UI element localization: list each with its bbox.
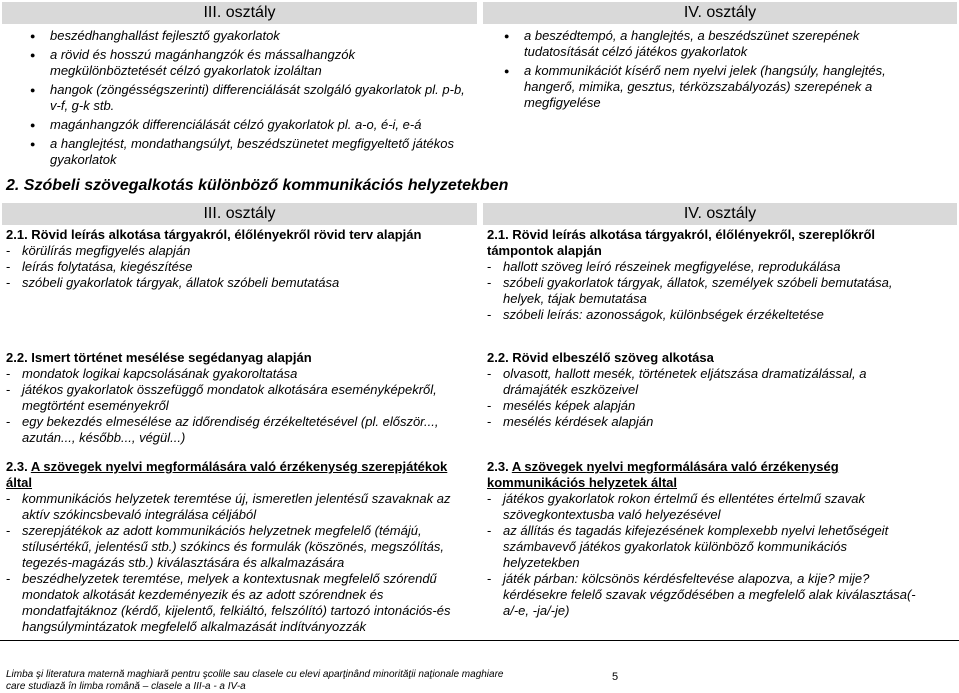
list-item: ● a rövid és hosszú magánhangzók és mássalhangzók megkülönböztetését célzó gyakorlatok izoláltan — [28, 47, 468, 79]
list-item: - mesélés képek alapján — [487, 398, 927, 414]
list-item: - játékos gyakorlatok összefüggő mondatok alkotására eseményképekről, megtörtént eseményekről — [6, 382, 471, 414]
section-2-1-grade4 — [487, 227, 927, 323]
list-item: ● beszédhanghallást fejlesztő gyakorlatok — [28, 28, 468, 44]
top-left-list — [28, 28, 468, 171]
section-2-3-grade3 — [6, 459, 471, 635]
section-number: 2.3. — [6, 459, 28, 474]
section-2-title: 2. Szóbeli szövegalkotás különböző kommunikációs helyzetekben — [6, 177, 509, 194]
grade4-header-top: IV. osztály — [483, 2, 957, 24]
grade4-header: IV. osztály — [483, 203, 957, 225]
list-item: ● hangok (zöngésségszerinti) differenciálását szolgáló gyakorlatok pl. p-b, v-f, g-k stb. — [28, 82, 468, 114]
section-title: 2.1. Rövid leírás alkotása tárgyakról, élőlényekről rövid terv alapján — [6, 227, 422, 242]
list-item: - mesélés kérdések alapján — [487, 414, 927, 430]
list-item: - körülírás megfigyelés alapján — [6, 243, 471, 259]
section-number: 2.3. — [487, 459, 509, 474]
list-item: - kommunikációs helyzetek teremtése új, ismeretlen jelentésű szavaknak az aktív szókincsbevaló integrálása céljából — [6, 491, 471, 523]
footer — [6, 669, 566, 693]
footer-line: Limba şi literatura maternă maghiară pentru şcolile sau clasele cu elevi aparţinând minorităţii naţionale maghiare — [6, 669, 504, 680]
section-title: 2.2. Ismert történet mesélése segédanyag alapján — [6, 350, 312, 365]
list-item: - szerepjátékok az adott kommunikációs helyzetnek megfelelő (témájú, stílusértékű, jelentésű stb.) szókincs és formulák (köszönés, megszólítás, tegezés-magázás stb.) kiválasztására és alkalmazására — [6, 523, 471, 571]
footer-divider — [0, 640, 959, 641]
section-title — [487, 459, 927, 491]
list-item: - szóbeli gyakorlatok tárgyak, állatok szóbeli bemutatása — [6, 275, 471, 291]
footer-line: care studiază în limba română – clasele a III-a - a IV-a — [6, 681, 246, 692]
grade3-header-top: III. osztály — [2, 2, 477, 24]
list-item: - játékos gyakorlatok rokon értelmű és ellentétes értelmű szavak szövegkontextusba való helyezésével — [487, 491, 927, 523]
section-title-text: A szövegek nyelvi megformálására való érzékenység szerepjátékok által — [6, 459, 448, 490]
list-item: - szóbeli leírás: azonosságok, különbségek érzékeltetése — [487, 307, 927, 323]
section-title: 2.2. Rövid elbeszélő szöveg alkotása — [487, 350, 714, 365]
list-item: - mondatok logikai kapcsolásának gyakoroltatása — [6, 366, 471, 382]
list-item: - egy bekezdés elmesélése az időrendiség érzékeltetésével (pl. először..., azután..., később..., végül...) — [6, 414, 471, 446]
list-item: - beszédhelyzetek teremtése, melyek a kontextusnak megfelelő szórendű mondatok alkotását kezdeményezik és az adott szórendnek és mondatfajtáknoz (kérdő, kijelentő, felkiáltó, felszólító) tartozó intonációs-és hangsúlymintázatok megfelelő alkalmazását indítványozzák — [6, 571, 471, 635]
list-item: - játék párban: kölcsönös kérdésfeltevése alapozva, a kije? mije?kérdésekre felelő szavak végződésében a megfelelő alak kiválasztása(-a/-e, -ja/-je) — [487, 571, 927, 619]
section-2-2-grade3 — [6, 350, 471, 446]
list-item: ● a hanglejtést, mondathangsúlyt, beszédszünetet megfigyeltető játékos gyakorlatok — [28, 136, 468, 168]
list-item: ● a beszédtempó, a hanglejtés, a beszédszünet szerepének tudatosítását célzó játékos gyakorlatok — [502, 28, 922, 60]
list-item: - leírás folytatása, kiegészítése — [6, 259, 471, 275]
list-item: - hallott szöveg leíró részeinek megfigyelése, reprodukálása — [487, 259, 927, 275]
list-item: - olvasott, hallott mesék, történetek eljátszása dramatizálással, a drámajáték eszközeivel — [487, 366, 927, 398]
list-item: ● a kommunikációt kísérő nem nyelvi jelek (hangsúly, hanglejtés, hangerő, mimika, gesztus, térközszabályozás) szerepének a megfigyelése — [502, 63, 922, 111]
section-title: 2.1. Rövid leírás alkotása tárgyakról, élőlényekről, szereplőkről támpontok alapján — [487, 227, 876, 258]
list-item: - az állítás és tagadás kifejezésének komplexebb nyelvi lehetőségeit számbavevő játékos gyakorlatok különböző kommunikációs helyzetekben — [487, 523, 927, 571]
section-2-1-grade3 — [6, 227, 471, 291]
list-item: - szóbeli gyakorlatok tárgyak, állatok, személyek szóbeli bemutatása, helyek, tájak bemutatása — [487, 275, 927, 307]
grade3-header: III. osztály — [2, 203, 477, 225]
section-2-2-grade4 — [487, 350, 927, 430]
section-title-text: A szövegek nyelvi megformálására való érzékenység kommunikációs helyzetek által — [487, 459, 839, 490]
top-right-list — [502, 28, 922, 114]
section-2-3-grade4 — [487, 459, 927, 619]
page-number: 5 — [612, 671, 619, 683]
list-item: ● magánhangzók differenciálását célzó gyakorlatok pl. a-o, é-i, e-á — [28, 117, 468, 133]
section-title — [6, 459, 471, 491]
